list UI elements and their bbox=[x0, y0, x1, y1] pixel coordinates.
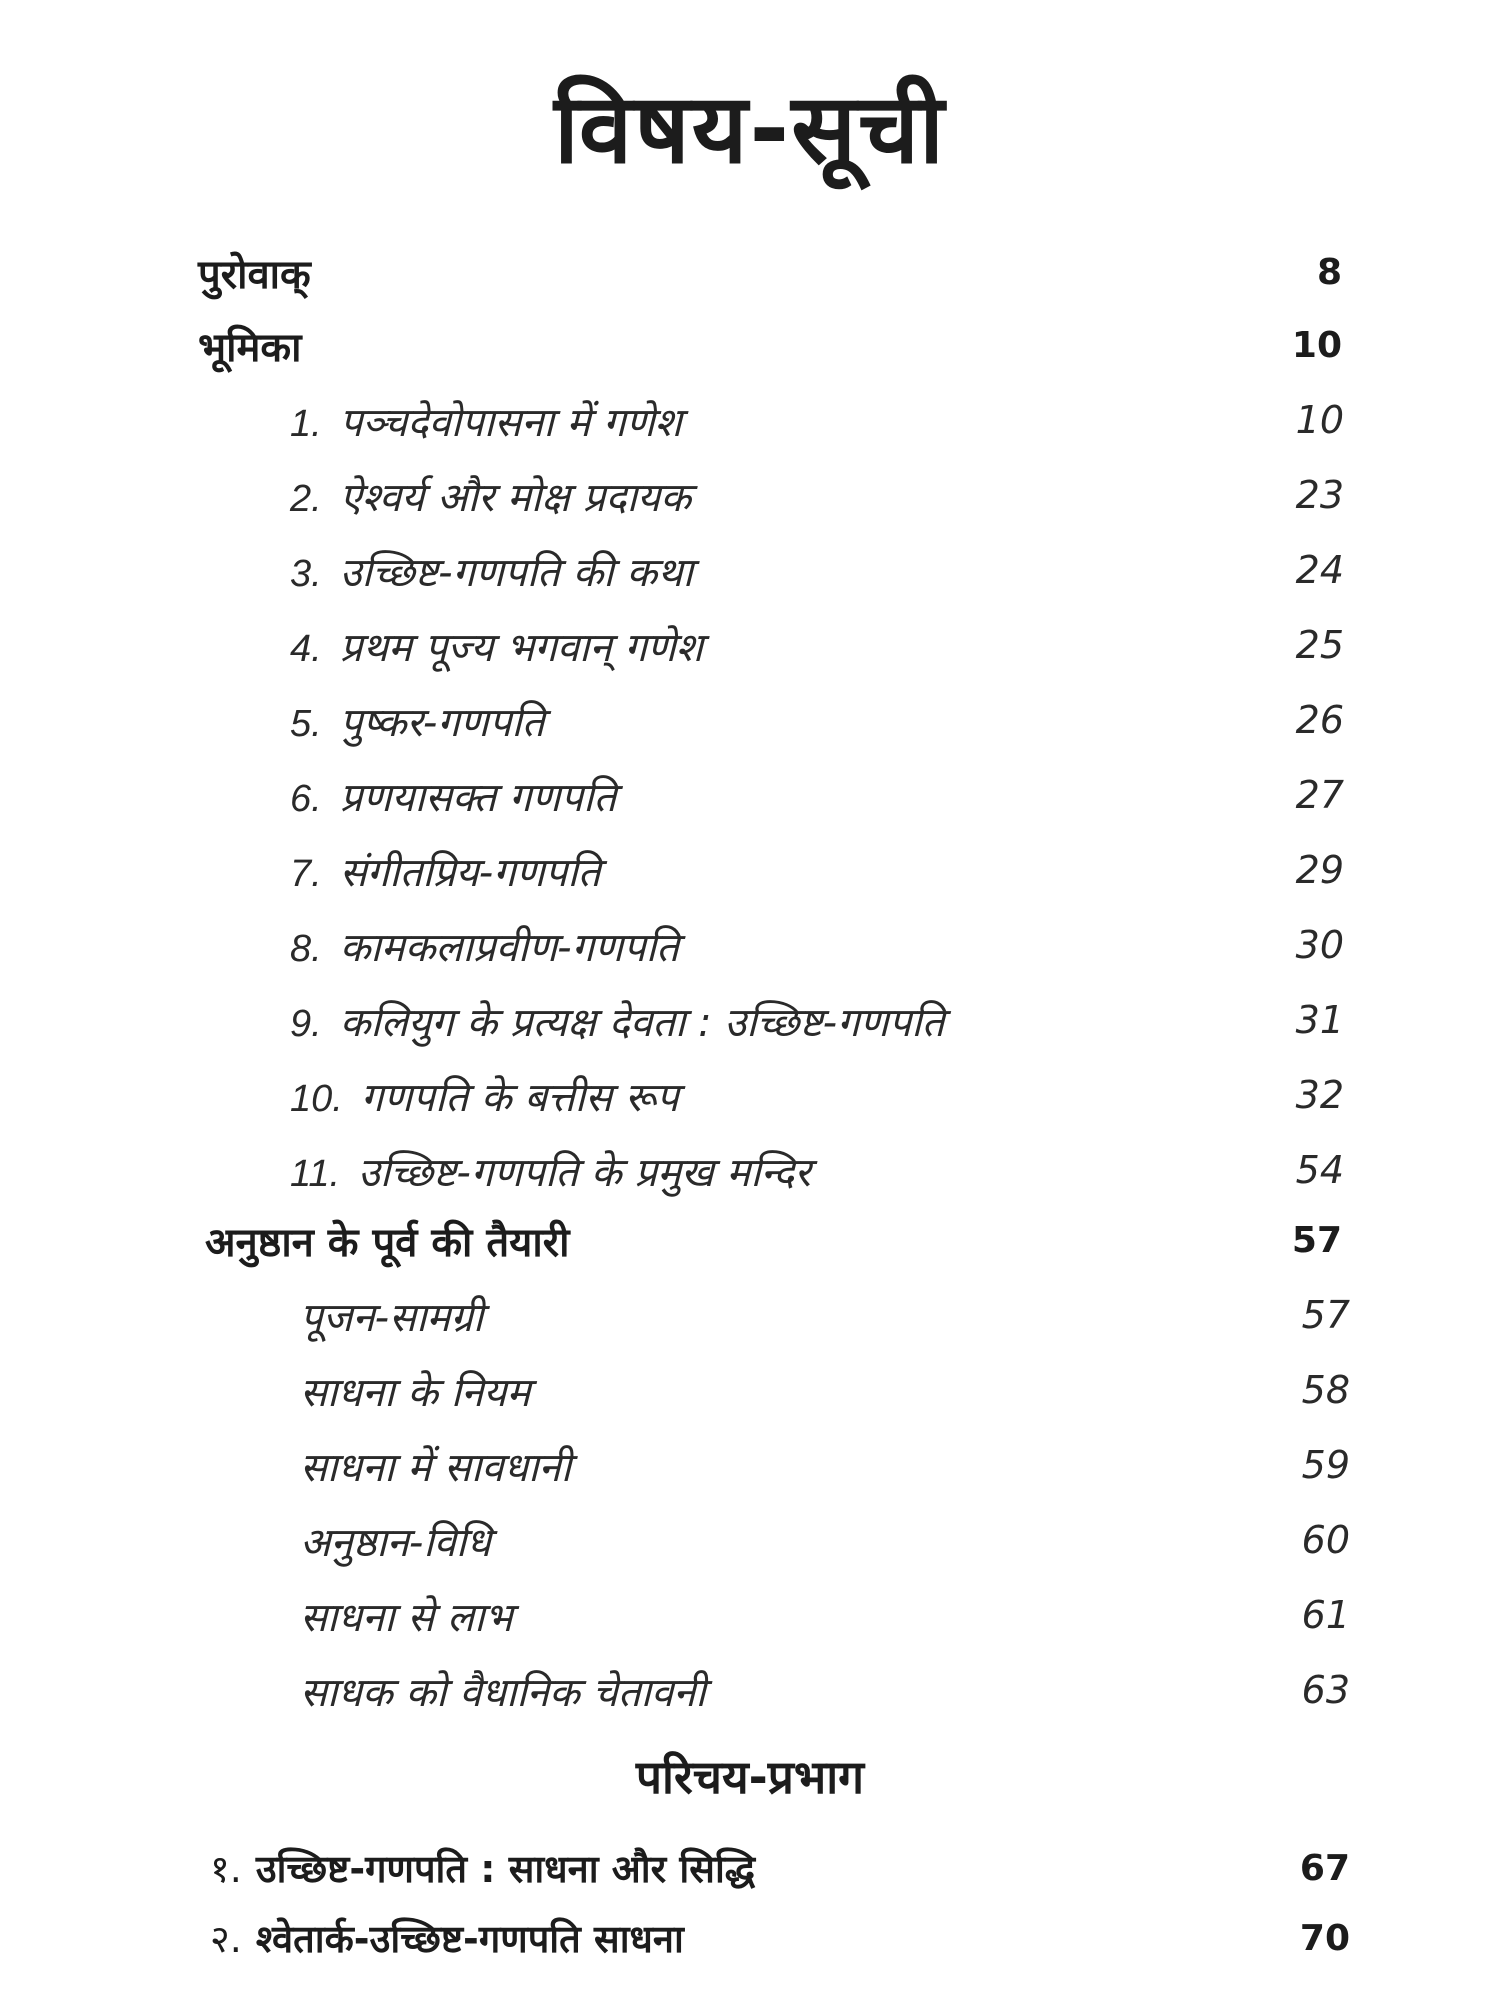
toc-subentry-page: 23 bbox=[1295, 473, 1344, 517]
toc-subentry[interactable] bbox=[0, 1285, 1500, 1345]
toc-subentry-page: 24 bbox=[1295, 548, 1344, 592]
toc-subentry-label: साधक को वैधानिक चेतावनी bbox=[300, 1669, 706, 1716]
toc-subentry-page: 61 bbox=[1301, 1593, 1350, 1637]
toc-entry-label: अनुष्ठान के पूर्व की तैयारी bbox=[205, 1219, 570, 1266]
toc-subentry[interactable] bbox=[0, 915, 1500, 975]
toc-subentry-number: 8. bbox=[290, 927, 322, 970]
toc-subentry-page: 57 bbox=[1301, 1293, 1350, 1337]
toc-subentry-label: ऐश्वर्य और मोक्ष प्रदायक bbox=[339, 474, 691, 521]
toc-entry-bhumika[interactable] bbox=[0, 315, 1500, 375]
section-heading: परिचय-प्रभाग bbox=[635, 1750, 865, 1804]
toc-entry-page: 8 bbox=[1316, 251, 1342, 293]
toc-part-label: श्वेतार्क-उच्छिष्ट-गणपति साधना bbox=[255, 1917, 684, 1961]
toc-subentry-number: 2. bbox=[290, 477, 322, 520]
toc-subentry-number: 6. bbox=[290, 777, 322, 820]
toc-subentry-page: 59 bbox=[1301, 1443, 1350, 1487]
toc-subentry[interactable] bbox=[0, 990, 1500, 1050]
toc-subentry[interactable] bbox=[0, 1585, 1500, 1645]
toc-subentry-label: प्रथम पूज्य भगवान् गणेश bbox=[339, 624, 703, 671]
toc-entry-anushthan[interactable] bbox=[0, 1210, 1500, 1270]
toc-subentry-label: गणपति के बत्तीस रूप bbox=[360, 1074, 679, 1121]
toc-subentry-label: संगीतप्रिय-गणपति bbox=[339, 849, 601, 896]
toc-subentry-label: पुष्कर-गणपति bbox=[339, 699, 545, 746]
page-title: विषय-सूची bbox=[554, 73, 946, 185]
toc-subentry-page: 30 bbox=[1295, 923, 1344, 967]
toc-subentry-label: अनुष्ठान-विधि bbox=[300, 1519, 491, 1566]
toc-subentry[interactable] bbox=[0, 1510, 1500, 1570]
toc-subentry-label: साधना में सावधानी bbox=[300, 1444, 572, 1491]
toc-subentry-label: साधना से लाभ bbox=[300, 1594, 513, 1641]
toc-subentry-page: 63 bbox=[1301, 1668, 1350, 1712]
toc-subentry-number: 3. bbox=[290, 552, 322, 595]
toc-subentry-page: 10 bbox=[1295, 398, 1344, 442]
toc-part-page: 70 bbox=[1299, 1917, 1350, 1959]
toc-subentry-label: पूजन-सामग्री bbox=[300, 1294, 484, 1341]
toc-part-label: उच्छिष्ट-गणपति : साधना और सिद्धि bbox=[255, 1847, 756, 1891]
toc-subentry-page: 27 bbox=[1295, 773, 1344, 817]
toc-subentry-number: 5. bbox=[290, 702, 322, 745]
toc-subentry-page: 26 bbox=[1295, 698, 1344, 742]
toc-subentry-page: 54 bbox=[1295, 1148, 1344, 1192]
toc-subentry-number: 4. bbox=[290, 627, 322, 670]
toc-part-number: २. bbox=[210, 1917, 242, 1961]
toc-subentry-label: पञ्चदेवोपासना में गणेश bbox=[339, 399, 682, 446]
toc-subentry-label: कामकलाप्रवीण-गणपति bbox=[339, 924, 679, 971]
toc-part-entry[interactable] bbox=[0, 1838, 1500, 1898]
toc-subentry[interactable] bbox=[0, 465, 1500, 525]
toc-part-number: १. bbox=[210, 1847, 242, 1891]
toc-subentry[interactable] bbox=[0, 540, 1500, 600]
toc-subentry-number: 9. bbox=[290, 1002, 322, 1045]
toc-subentry-page: 29 bbox=[1295, 848, 1344, 892]
toc-subentry[interactable] bbox=[0, 615, 1500, 675]
toc-subentry[interactable] bbox=[0, 840, 1500, 900]
toc-subentry-number: 11. bbox=[290, 1152, 341, 1195]
toc-entry-label: पुरोवाक् bbox=[198, 251, 311, 298]
toc-subentry[interactable] bbox=[0, 690, 1500, 750]
toc-subentry-page: 58 bbox=[1301, 1368, 1350, 1412]
toc-subentry-number: 10. bbox=[290, 1077, 343, 1120]
toc-subentry-label: कलियुग के प्रत्यक्ष देवता : उच्छिष्ट-गणपति bbox=[339, 999, 945, 1046]
toc-subentry[interactable] bbox=[0, 1360, 1500, 1420]
toc-subentry-label: उच्छिष्ट-गणपति की कथा bbox=[339, 549, 694, 596]
toc-entry-page: 10 bbox=[1291, 324, 1342, 366]
toc-subentry[interactable] bbox=[0, 1660, 1500, 1720]
toc-subentry[interactable] bbox=[0, 765, 1500, 825]
toc-subentry-page: 60 bbox=[1301, 1518, 1350, 1562]
toc-part-page: 67 bbox=[1299, 1847, 1350, 1889]
toc-subentry-page: 31 bbox=[1295, 998, 1344, 1042]
toc-entry-page: 57 bbox=[1291, 1219, 1342, 1261]
toc-subentry[interactable] bbox=[0, 1065, 1500, 1125]
toc-entry-label: भूमिका bbox=[198, 324, 302, 371]
toc-subentry-label: साधना के नियम bbox=[300, 1369, 531, 1416]
toc-subentry[interactable] bbox=[0, 390, 1500, 450]
toc-subentry-page: 25 bbox=[1295, 623, 1344, 667]
toc-subentry-number: 1. bbox=[290, 402, 322, 445]
toc-subentry-label: उच्छिष्ट-गणपति के प्रमुख मन्दिर bbox=[358, 1149, 811, 1196]
toc-subentry[interactable] bbox=[0, 1435, 1500, 1495]
toc-part-entry[interactable] bbox=[0, 1908, 1500, 1968]
toc-subentry-number: 7. bbox=[290, 852, 322, 895]
toc-subentry-label: प्रणयासक्त गणपति bbox=[339, 774, 617, 821]
toc-entry-purovak[interactable] bbox=[0, 242, 1500, 302]
toc-subentry-page: 32 bbox=[1295, 1073, 1344, 1117]
toc-subentry[interactable] bbox=[0, 1140, 1500, 1200]
